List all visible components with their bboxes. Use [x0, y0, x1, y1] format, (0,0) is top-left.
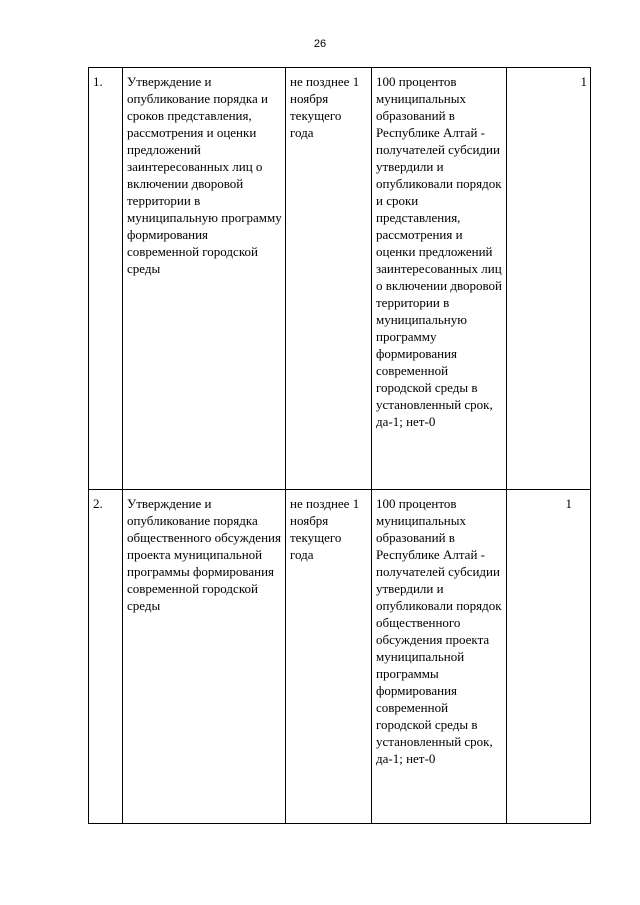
deadline-cell: не позднее 1 ноября текущего года	[286, 68, 372, 490]
task-cell: Утверждение и опубликование порядка общественного обсуждения проекта муниципальной программы формирования современной городской среды	[123, 490, 286, 824]
value-cell: 1	[507, 490, 591, 824]
deadline-cell: не позднее 1 ноября текущего года	[286, 490, 372, 824]
indicator-cell: 100 процентов муниципальных образований в Республике Алтай - получателей субсидии утвердили и опубликовали порядок и сроки представления, рассмотрения и оценки предложений заинтересованных лиц о включении дворовой территории в муниципальную программу формирования современной городской среды в установленный срок, да-1; нет-0	[372, 68, 507, 490]
row-number: 2.	[89, 490, 123, 824]
value-cell: 1	[507, 68, 591, 490]
table-row	[89, 68, 591, 490]
row-number: 1.	[89, 68, 123, 490]
measures-table	[88, 67, 591, 824]
task-cell: Утверждение и опубликование порядка и сроков представления, рассмотрения и оценки предложений заинтересованных лиц о включении дворовой территории в муниципальную программу формирования современной городской среды	[123, 68, 286, 490]
table-row	[89, 490, 591, 824]
indicator-cell: 100 процентов муниципальных образований в Республике Алтай - получателей субсидии утвердили и опубликовали порядок общественного обсуждения проекта муниципальной программы формирования современной городской среды в установленный срок, да-1; нет-0	[372, 490, 507, 824]
page-number: 26	[313, 38, 327, 50]
